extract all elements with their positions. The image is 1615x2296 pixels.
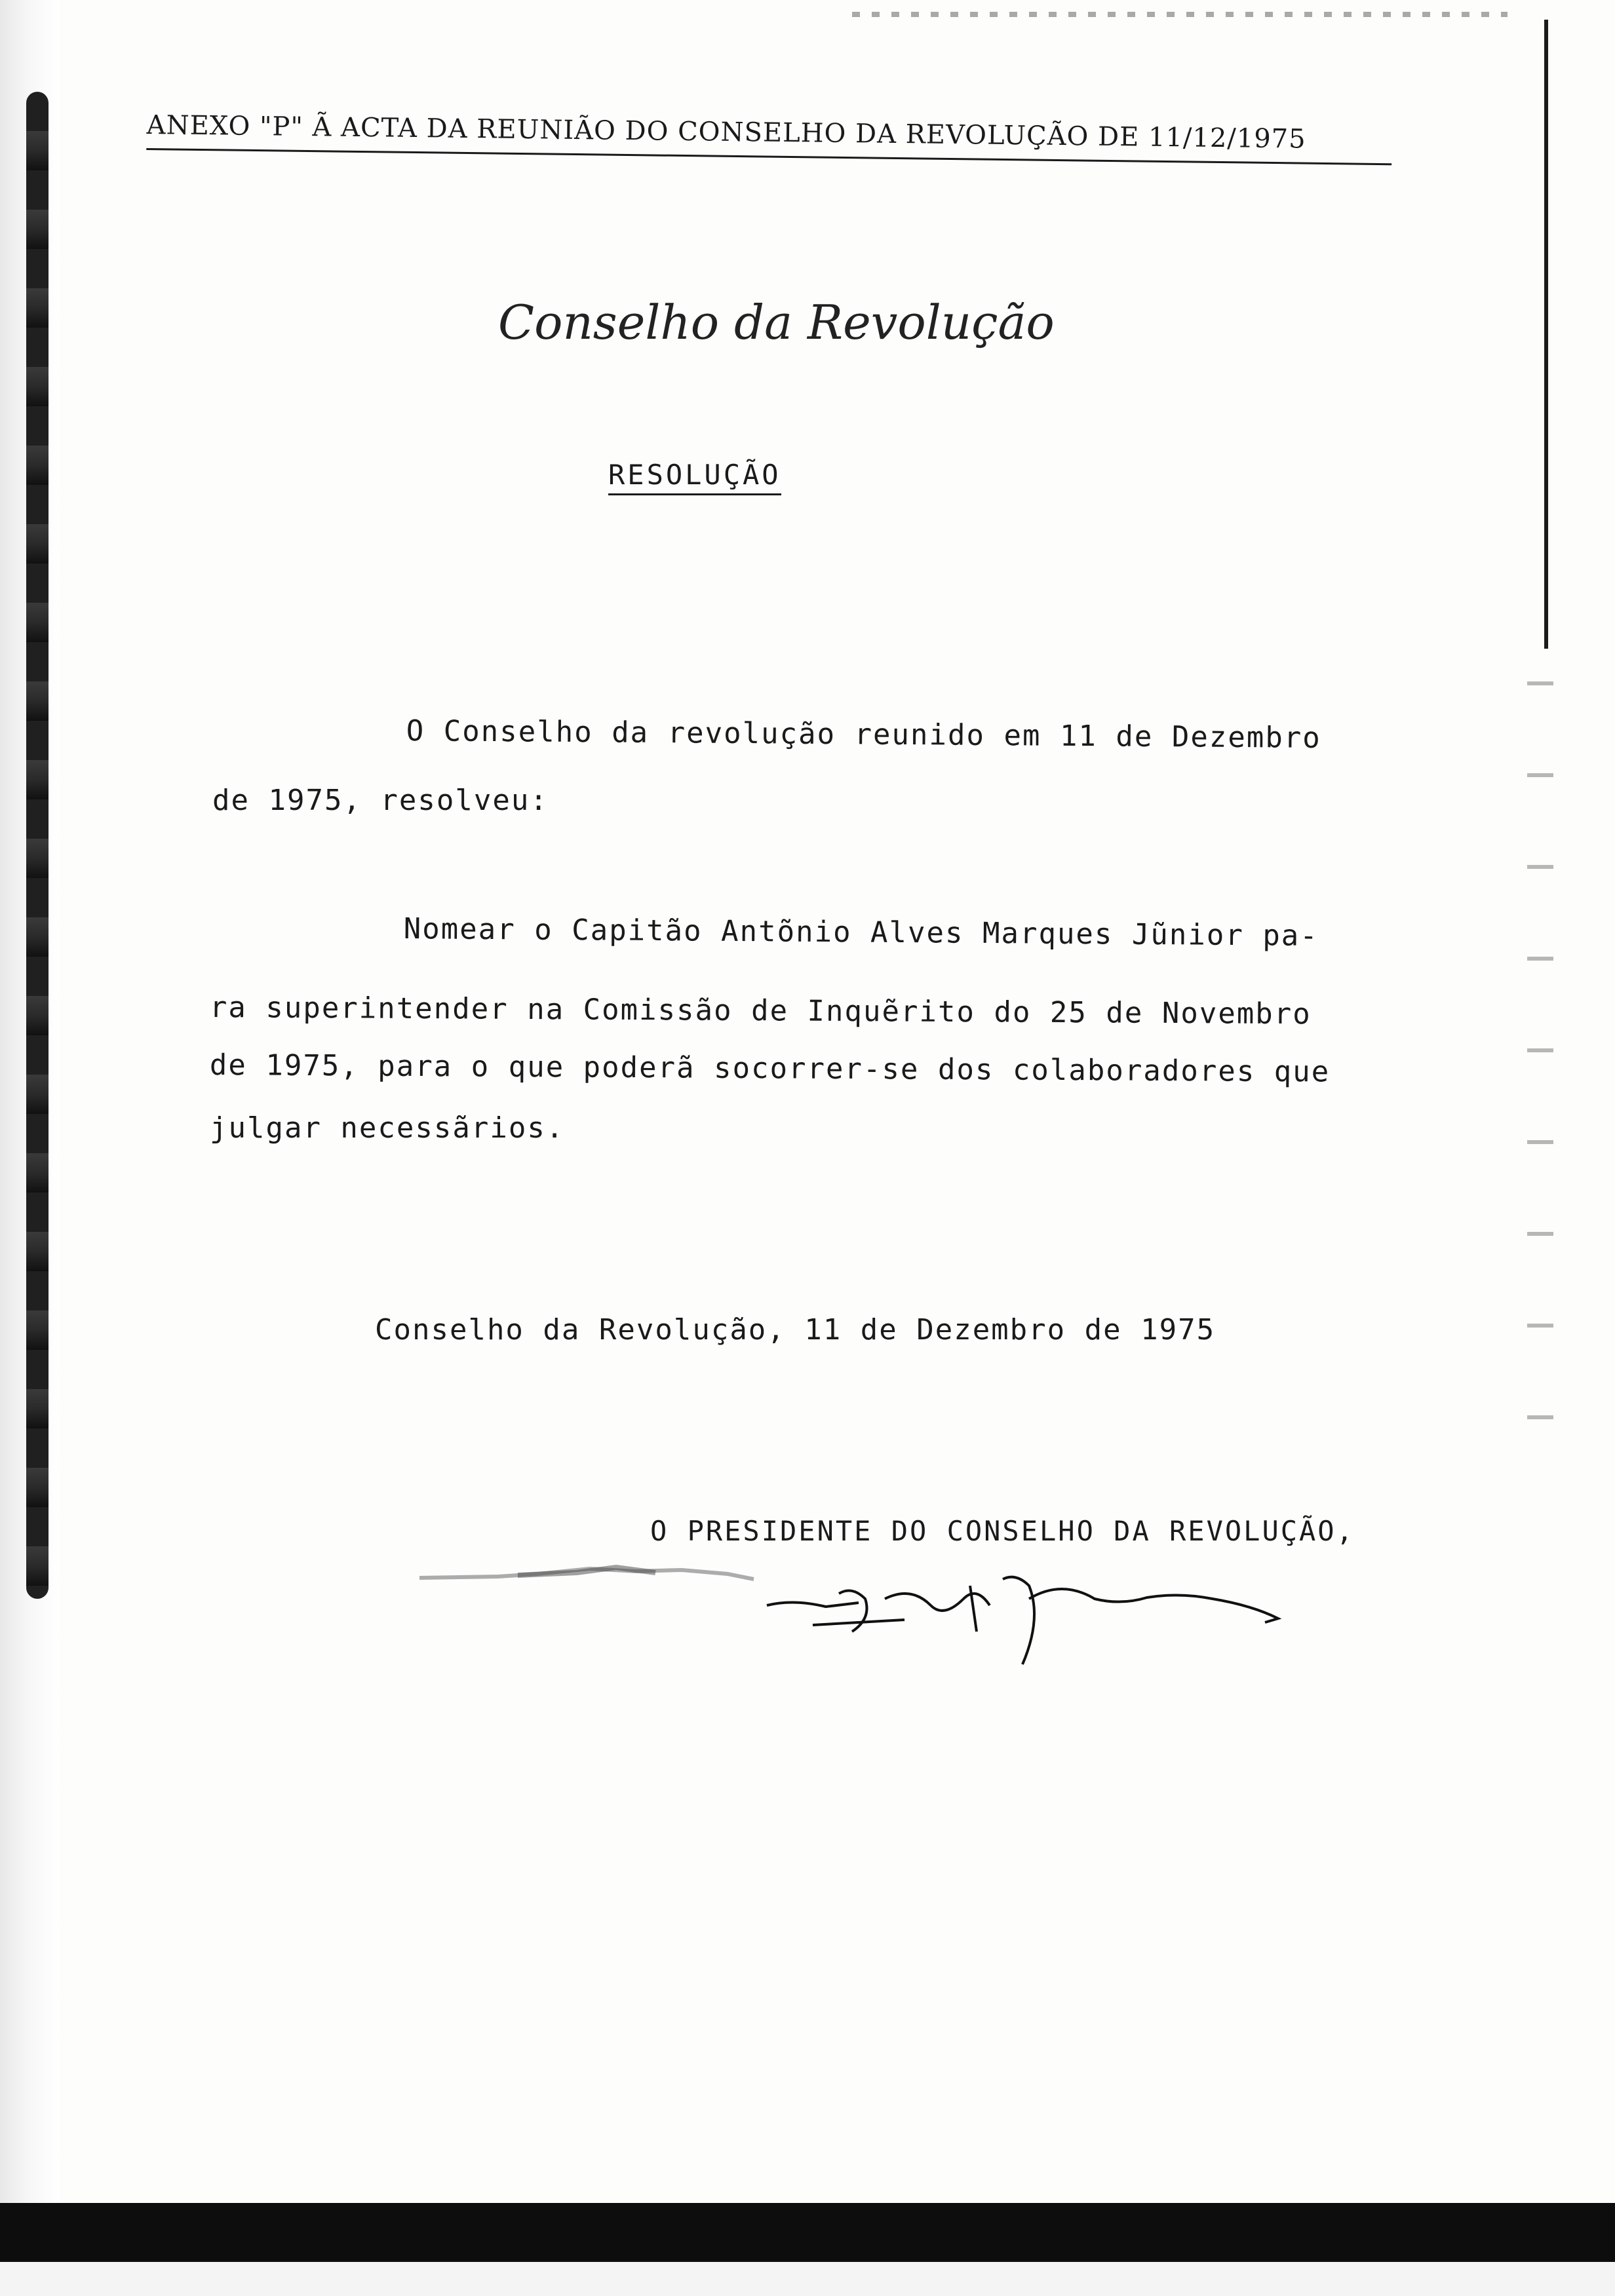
scan-right-edge-line	[1544, 20, 1548, 649]
document-title: RESOLUÇÃO	[608, 459, 781, 495]
body-line: de 1975, para o que poderã socorrer-se dos colaboradores que	[209, 1048, 1331, 1089]
body-line: de 1975, resolveu:	[212, 784, 549, 817]
ink-smudge	[419, 1559, 760, 1586]
body-line: julgar necessãrios.	[210, 1111, 565, 1145]
closing-place-date: Conselho da Revolução, 11 de Dezembro de 1975	[375, 1313, 1216, 1347]
body-line: Nomear o Capitão Antõnio Alves Marques Jũnior pa-	[403, 912, 1319, 953]
annex-header: ANEXO "P" Ã ACTA DA REUNIÃO DO CONSELHO DA REVOLUÇÃO DE 11/12/1975	[146, 110, 1392, 165]
signature-icon	[754, 1559, 1291, 1677]
scan-bottom-margin	[0, 2262, 1615, 2296]
body-line: ra superintender na Comissão de Inquẽrito do 25 de Novembro	[209, 991, 1312, 1031]
scan-right-specks	[1527, 642, 1553, 1428]
body-line: O Conselho da revolução reunido em 11 de Dezembro	[406, 714, 1321, 755]
scan-top-noise	[852, 12, 1508, 17]
scan-bottom-shadow	[0, 2203, 1615, 2262]
signatory-title: O PRESIDENTE DO CONSELHO DA REVOLUÇÃO,	[650, 1515, 1355, 1547]
letterhead-script: Conselho da Revolução	[498, 295, 1055, 350]
scan-binding-shadow	[26, 92, 49, 1599]
